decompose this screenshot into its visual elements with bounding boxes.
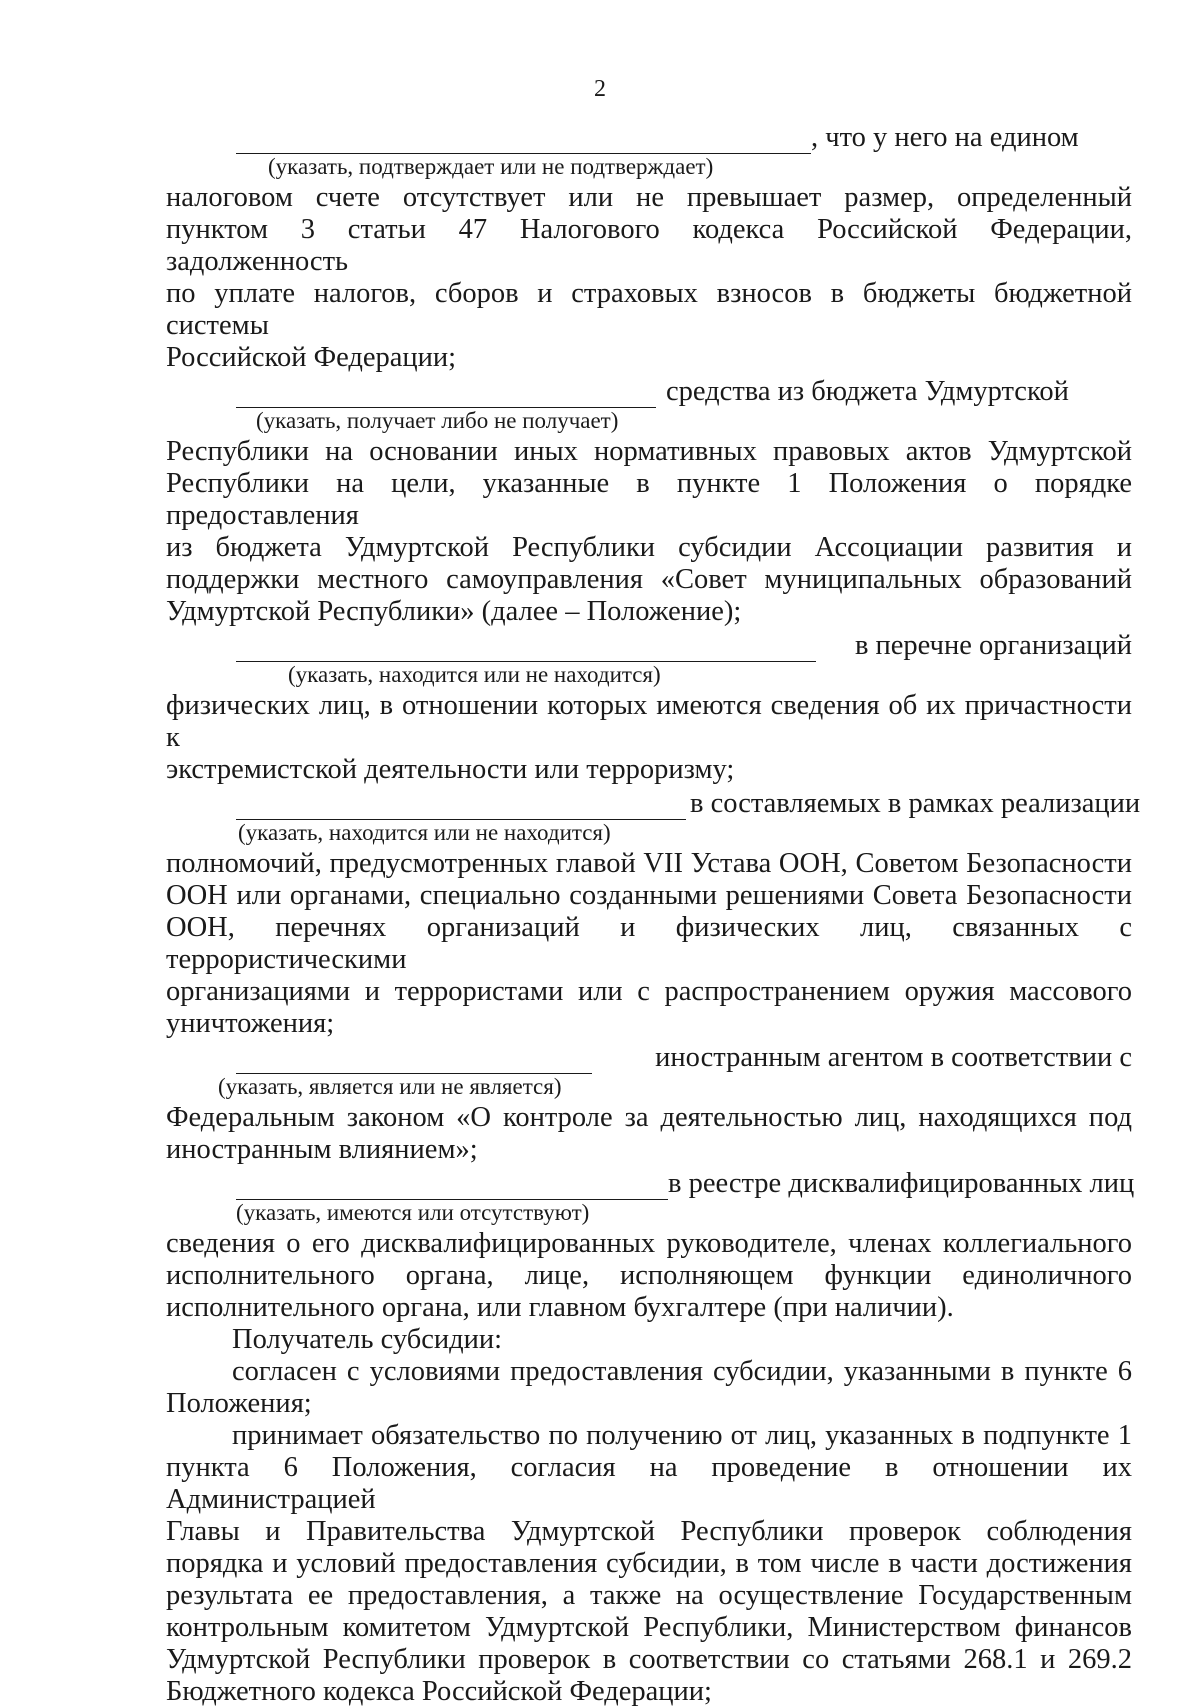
text-line: налоговом счете отсутствует или не превышает размер, определенный [166,182,1132,213]
blank-suffix-text: средства из бюджета Удмуртской [666,376,1069,407]
text-line: экстремистской деятельности или терроризму; [166,754,735,785]
blank-suffix-text: иностранным агентом в соответствии с [655,1042,1132,1073]
fill-in-row [166,1166,1135,1200]
text-line: сведения о его дисквалифицированных руководителе, членах коллегиального [166,1228,1132,1259]
blank-suffix-text: в перечне организаций [854,630,1132,661]
text-line: по уплате налогов, сборов и страховых взносов в бюджеты бюджетной системы [166,278,1132,341]
fill-in-blank[interactable] [236,635,816,662]
paragraph [166,690,1132,786]
text-line: Удмуртской Республики» (далее – Положение); [166,596,742,627]
text-line: Российской Федерации; [166,342,457,373]
obligation-paragraph [166,1420,1132,1708]
document-body [166,120,1141,1708]
text-line: физических лиц, в отношении которых имеются сведения об их причастности к [166,690,1132,753]
fill-in-hint: (указать, подтверждает или не подтверждает) [268,154,714,179]
text-line: Федеральным законом «О контроле за деятельностью лиц, находящихся под [166,1102,1132,1133]
text-line: Главы и Правительства Удмуртской Республики проверок соблюдения [166,1516,1132,1547]
fill-in-blank[interactable] [236,381,656,408]
paragraph [166,182,1132,374]
page-number: 2 [594,76,606,102]
fill-in-hint: (указать, является или не является) [218,1074,562,1099]
paragraph [166,1102,1132,1166]
text-line: пунктом 3 статьи 47 Налогового кодекса Российской Федерации, задолженность [166,214,1132,277]
fill-in-blank[interactable] [236,793,686,820]
blank-suffix-text: , что у него на едином [811,122,1079,153]
fill-in-row [166,374,1132,408]
text-line: ООН или органами, специально созданными решениями Совета Безопасности [166,880,1132,911]
fill-in-hint: (указать, находится или не находится) [238,820,611,845]
text-line: Удмуртской Республики проверок в соответствии со статьями 268.1 и 269.2 [166,1644,1132,1675]
text-line: поддержки местного самоуправления «Совет муниципальных образований [166,564,1132,595]
text-line: Бюджетного кодекса Российской Федерации; [166,1676,712,1707]
paragraph [166,1228,1132,1324]
text-line: Положения; [166,1388,312,1419]
fill-in-row [166,1040,1132,1074]
text-line: Республики на основании иных нормативных правовых актов Удмуртской [166,436,1132,467]
fill-in-row [166,120,1132,154]
text-line: из бюджета Удмуртской Республики субсидии Ассоциации развития и [166,532,1132,563]
fill-in-hint: (указать, находится или не находится) [288,662,661,687]
agree-paragraph [166,1356,1132,1420]
fill-in-blank[interactable] [236,1173,668,1200]
text-line: исполнительного органа, или главном бухгалтере (при наличии). [166,1292,954,1323]
text-line: принимает обязательство по получению от лиц, указанных в подпункте 1 [232,1420,1132,1451]
text-line: уничтожения; [166,1008,335,1039]
blank-suffix-text: в реестре дисквалифицированных лиц [668,1168,1135,1199]
fill-in-row [166,786,1141,820]
fill-in-hint: (указать, получает либо не получает) [256,408,619,433]
fill-in-blank[interactable] [236,1047,592,1074]
text-line: полномочий, предусмотренных главой VII Устава ООН, Советом Безопасности [166,848,1132,879]
text-line: порядка и условий предоставления субсидии, в том числе в части достижения [166,1548,1132,1579]
blank-suffix-text: в составляемых в рамках реализации [690,788,1141,819]
text-line: исполнительного органа, лице, исполняющем функции единоличного [166,1260,1132,1291]
text-line: Республики на цели, указанные в пункте 1 Положения о порядке предоставления [166,468,1132,531]
fill-in-blank[interactable] [236,127,811,154]
fill-in-row [166,628,1132,662]
fill-in-hint: (указать, имеются или отсутствуют) [236,1200,590,1225]
text-line: согласен с условиями предоставления субсидии, указанными в пункте 6 [232,1356,1132,1387]
paragraph [166,848,1132,1040]
text-line: результата ее предоставления, а также на осуществление Государственным [166,1580,1132,1611]
recipient-heading: Получатель субсидии: [232,1324,503,1355]
text-line: пункта 6 Положения, согласия на проведение в отношении их Администрацией [166,1452,1132,1515]
text-line: ООН, перечнях организаций и физических лиц, связанных с террористическими [166,912,1132,975]
paragraph [166,436,1132,628]
text-line: иностранным влиянием»; [166,1134,478,1165]
text-line: организациями и террористами или с распространением оружия массового [166,976,1132,1007]
text-line: контрольным комитетом Удмуртской Республики, Министерством финансов [166,1612,1132,1643]
